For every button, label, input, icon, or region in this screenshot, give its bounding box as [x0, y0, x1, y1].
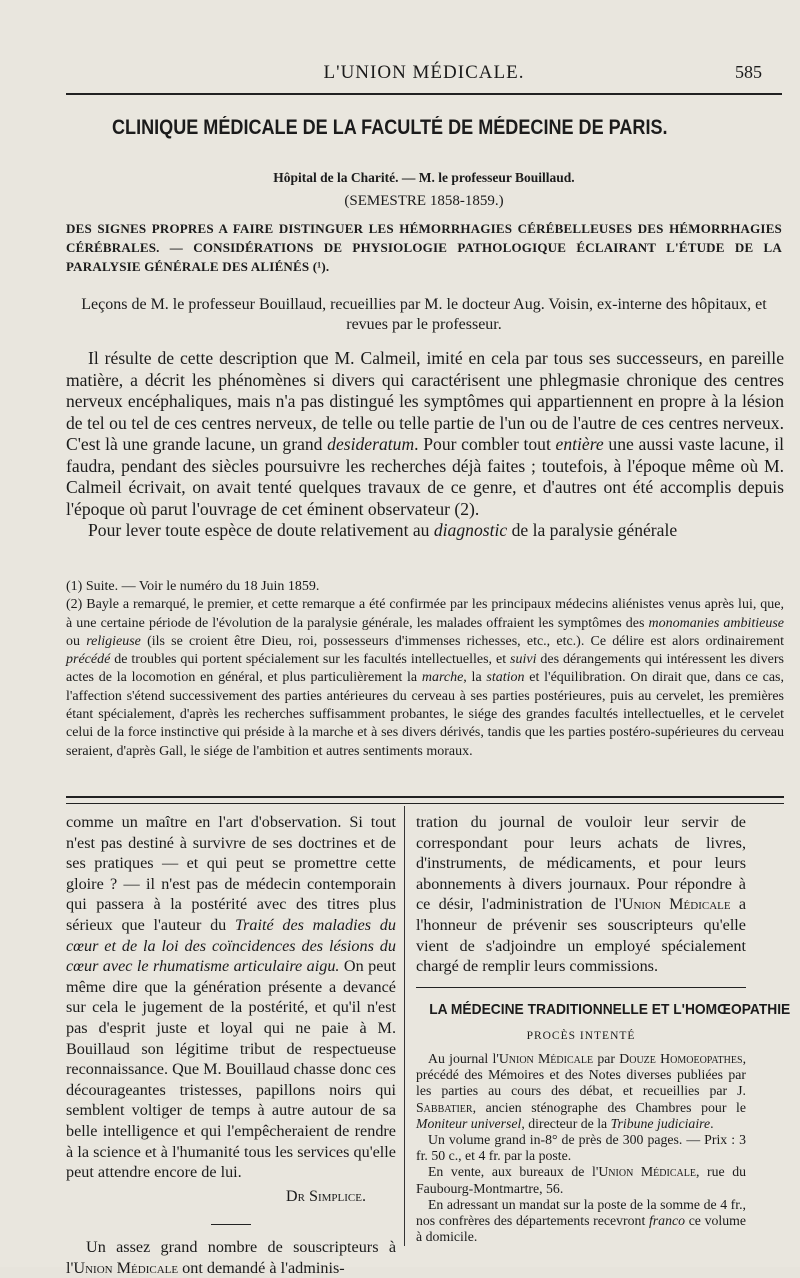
ad-price: Un volume grand in-8° de près de 300 pages. — Prix : 3 fr. 50 c., et 4 fr. par la poste.: [416, 1131, 746, 1164]
body-paragraph: Pour lever toute espèce de doute relativement au diagnostic de la paralysie générale: [88, 520, 678, 540]
article-semester: (SEMESTRE 1858-1859.): [344, 193, 504, 209]
ad-address: En vente, aux bureaux de l'Union Médicale, rue du Faubourg-Montmartre, 56.: [416, 1164, 746, 1196]
left-paragraph: comme un maître en l'art d'observation. Si tout n'est pas destiné à survivre de ses doctrines et de ses pratiques — et qui peut se promettre cette gloire ? — il n'est pas de médecin contemporain qui passera à la postérité avec des titres plus sérieux que l'auteur du Traité des maladies du cœur et de la loi des coïncidences des lésions du cœur avec le rhumatisme articulaire aigu. On peut même dire que la génération présente a devancé sur cela le jugement de la postérité, et qu'il n'est pas d'esprit juste et loyal qui ne paie à M. Bouillaud son légitime tribut de respectueuse reconnaissance. Que M. Bouillaud chasse donc ces décourageantes tristesses, papillons noirs qui semblent voltiger de temps à autre autour de sa belle intelligence et qui l'empêcheraient de rendre à la science et à l'humanité tous les services qu'elle peut attendre encore de lui.: [66, 813, 396, 1182]
article-body: [66, 348, 784, 542]
ad-order-info: En adressant un mandat sur la poste de la somme de 4 fr., nos confrères des départements recevront franco ce volume à domicile.: [416, 1196, 747, 1245]
body-paragraph: Il résulte de cette description que M. Calmeil, imité en cela par tous ses successeurs, en pareille matière, a décrit les phénomènes si divers qui caractérisent une phlegmasie chronique des centres nerveux encéphaliques, mais n'a pas distingué les symptômes qui appartiennent en propre à la lésion de tel ou tel de ces centres nerveux, de telle ou telle partie de l'un ou de l'autre de ces centres nerveux. C'est là une grande lacune, un grand desideratum. Pour combler tout entière une aussi vaste lacune, il faudra, pendant des siècles poursuivre les recherches déjà faites ; toutefois, à l'époque même où M. Calmeil écrivait, on avait tenté quelques travaux de ce genre, et d'autres ont été accomplis depuis l'époque où parut l'ouvrage de cet éminent observateur (2).: [66, 348, 784, 519]
article-lecture-credit: Leçons de M. le professeur Bouillaud, recueillies par M. le docteur Aug. Voisin, ex-interne des hôpitaux, et revues par le professeur.: [81, 296, 767, 333]
signature: Dr Simplice.: [285, 1186, 366, 1205]
article-title: CLINIQUE MÉDICALE DE LA FACULTÉ DE MÉDECINE DE PARIS.: [112, 116, 668, 139]
running-header: [66, 62, 782, 84]
short-divider: [211, 1224, 251, 1225]
left-column: [66, 812, 396, 1278]
footnote-1: (1) Suite. — Voir le numéro du 18 Juin 1859.: [66, 579, 320, 594]
footnote-2: (2) Bayle a remarqué, le premier, et cette remarque a été confirmée par les principaux médecins aliénistes venus après lui, que, à une certaine période de l'évolution de la paralysie générale, les malades offraient les symptômes des monomanies ambitieuse ou religieuse (ils se croient être Dieu, roi, possesseurs d'immenses richesses, etc., etc.). Ce délire est alors ordinairement précédé de troubles qui portent spécialement sur les facultés intellectuelles, et suivi des dérangements qui intéressent les divers actes de la locomotion en général, et plus particulièrement la marche, la station et l'équilibration. On dirait que, dans ce cas, l'affection s'étend successivement des parties antérieures du cerveau à ses parties postérieures, puis au cervelet, les premières étant spécialement, d'après les recherches suffisamment probantes, le siége des grandes facultés intellectuelles, et le cervelet celui de la force instinctive qui préside à la marche et à ses divers dérivés, tandis que les parties postéro-supérieures du cerveau seraient, d'après Gall, le siége de l'ambition et autres sentiments moraux.: [66, 597, 785, 759]
column-divider: [404, 806, 405, 1246]
right-divider: [416, 987, 746, 988]
advertisement-subtitle: PROCÈS INTENTÉ: [526, 1030, 636, 1043]
advertisement-title: LA MÉDECINE TRADITIONNELLE ET L'HOMŒOPATHIE: [429, 1000, 791, 1018]
article-topic: DES SIGNES PROPRES A FAIRE DISTINGUER LES HÉMORRHAGIES CÉRÉBELLEUSES DES HÉMORRHAGIES CÉRÉBRALES. — CONSIDÉRATIONS DE PHYSIOLOGIE PATHOLOGIQUE ÉCLAIRANT L'ÉTUDE DE LA PARALYSIE GÉNÉRALE DES ALIÉNÉS (¹).: [66, 221, 782, 274]
left-paragraph-2: Un assez grand nombre de souscripteurs à l'Union Médicale ont demandé à l'adminis-: [66, 1238, 396, 1277]
journal-title: L'UNION MÉDICALE.: [323, 62, 525, 83]
header-rule: [66, 93, 782, 95]
article-hospital-line: Hôpital de la Charité. — M. le professeur Bouillaud.: [273, 170, 575, 185]
footnotes: [66, 578, 784, 761]
right-column: [416, 812, 791, 1245]
advertisement-body: [416, 1051, 746, 1245]
section-separator: [66, 796, 784, 804]
ad-paragraph: Au journal l'Union Médicale par Douze Homoeopathes, précédé des Mémoires et des Notes diverses publiées par les parties au cours des débat, et recueillies par J. Sabbatier, ancien sténographe des Chambres pour le Moniteur universel, directeur de la Tribune judiciaire.: [416, 1050, 747, 1131]
right-paragraph: tration du journal de vouloir leur servir de correspondant pour leurs achats de livres, d'instruments, de médicaments, et pour leurs abonnements à divers journaux. Pour répondre à ce désir, l'administration de l'Union Médicale a l'honneur de prévenir ses souscripteurs qu'elle vient de s'adjoindre un employé spécialement chargé de remplir leurs commissions.: [416, 813, 747, 976]
page-number: 585: [735, 62, 762, 82]
